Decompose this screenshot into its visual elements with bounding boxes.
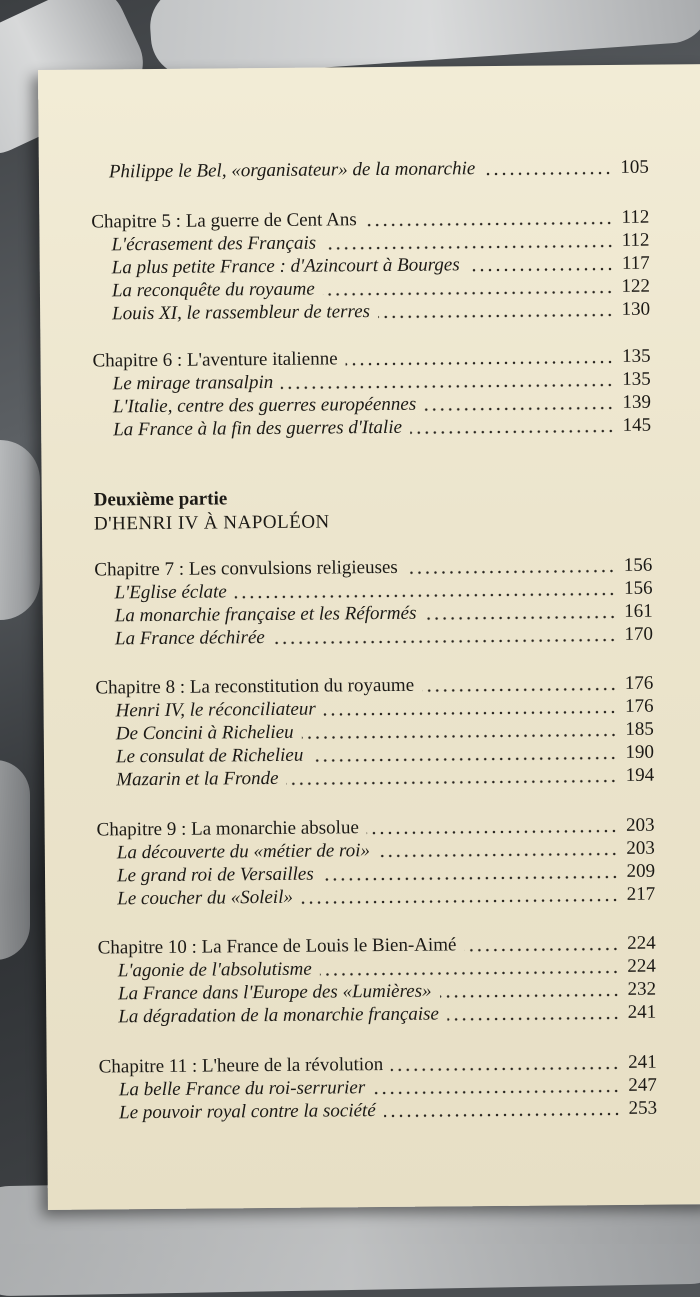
toc-entry: La France dans l'Europe des «Lumières» 232 bbox=[117, 978, 657, 1005]
background-fold bbox=[0, 440, 40, 620]
toc-entry: De Concini à Richelieu 185 bbox=[115, 718, 654, 745]
toc-entry: Philippe le Bel, «organisateur» de la monarchie 105 bbox=[108, 156, 649, 183]
toc-entry: Henri IV, le réconciliateur 176 bbox=[115, 695, 654, 722]
background-fold bbox=[0, 760, 30, 960]
part-label: Deuxième partie bbox=[93, 488, 228, 511]
toc-entry: La France à la fin des guerres d'Italie 145 bbox=[113, 414, 652, 441]
toc-entry: Le grand roi de Versailles 209 bbox=[116, 860, 656, 887]
toc-entry: L'Italie, centre des guerres européennes 139 bbox=[112, 391, 652, 418]
toc-entry: La plus petite France : d'Azincourt à Bourges 117 bbox=[111, 252, 650, 279]
toc-entry: La monarchie française et les Réformés 161 bbox=[114, 600, 653, 627]
toc-entry: Le consulat de Richelieu 190 bbox=[115, 741, 655, 768]
toc-entry: L'écrasement des Français 112 bbox=[111, 229, 650, 256]
toc-chapter: Chapitre 5 : La guerre de Cent Ans 112 bbox=[91, 206, 650, 233]
toc-entry: Le pouvoir royal contre la société 253 bbox=[119, 1097, 658, 1124]
toc-entry: L'Eglise éclate 156 bbox=[114, 577, 653, 604]
toc-chapter: Chapitre 11 : L'heure de la révolution 241 bbox=[98, 1051, 657, 1078]
toc-entry: L'agonie de l'absolutisme 224 bbox=[117, 955, 656, 982]
toc-chapter: Chapitre 6 : L'aventure italienne 135 bbox=[92, 345, 651, 372]
toc-entry: La découverte du «métier de roi» 203 bbox=[116, 837, 655, 864]
toc-entry: La belle France du roi-serrurier 247 bbox=[118, 1074, 657, 1101]
toc-entry: La reconquête du royaume 122 bbox=[111, 275, 651, 302]
toc-entry: Le mirage transalpin 135 bbox=[112, 368, 651, 395]
toc-entry: Le coucher du «Soleil» 217 bbox=[117, 883, 656, 910]
toc-chapter: Chapitre 10 : La France de Louis le Bien-Aimé 224 bbox=[97, 932, 656, 959]
book-page bbox=[38, 64, 700, 1210]
toc-entry: Mazarin et la Fronde 194 bbox=[116, 764, 655, 791]
part-title: D'HENRI IV À NAPOLÉON bbox=[93, 511, 330, 535]
toc-chapter: Chapitre 7 : Les convulsions religieuses 156 bbox=[94, 554, 653, 581]
toc-entry: Louis XI, le rassembleur de terres 130 bbox=[112, 298, 651, 325]
toc-chapter: Chapitre 8 : La reconstitution du royaume 176 bbox=[95, 672, 654, 699]
toc-entry: La France déchirée 170 bbox=[114, 623, 654, 650]
toc-entry: La dégradation de la monarchie française 241 bbox=[118, 1001, 657, 1028]
toc-chapter: Chapitre 9 : La monarchie absolue 203 bbox=[96, 814, 655, 841]
